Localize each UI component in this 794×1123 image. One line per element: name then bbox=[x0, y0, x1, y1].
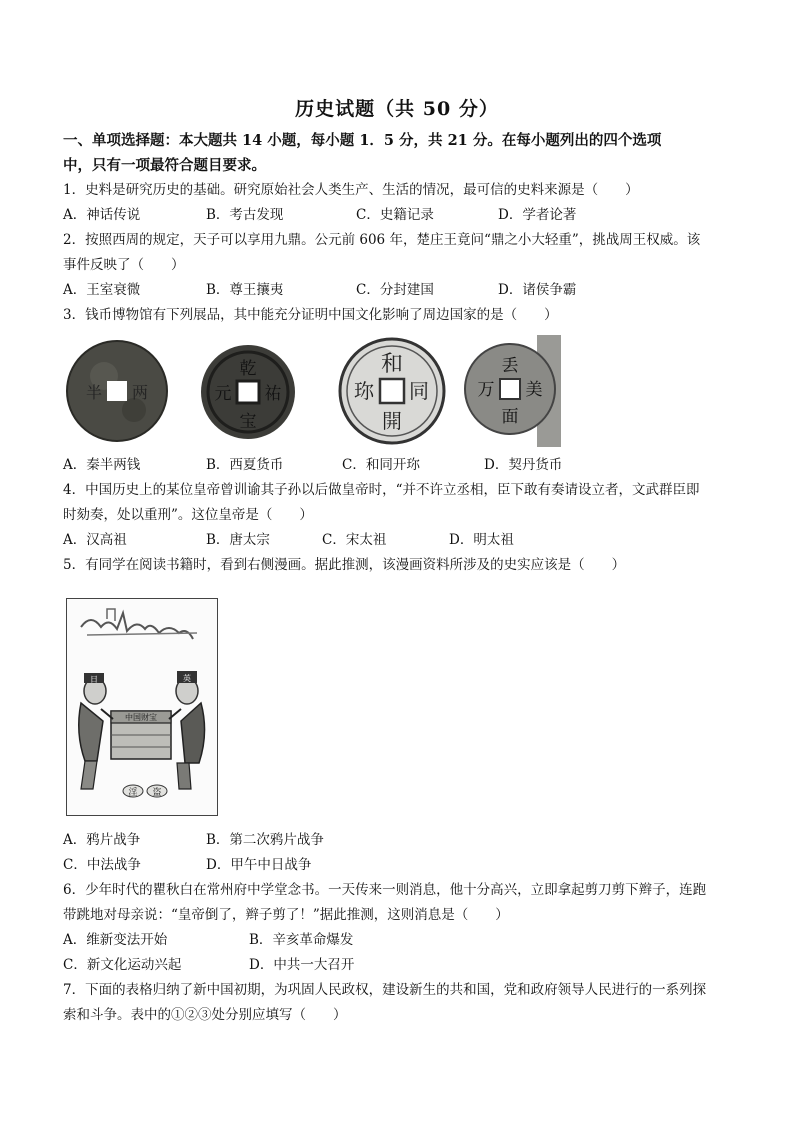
coin-c-bottom-char: 開 bbox=[382, 409, 402, 433]
svg-text:两: 两 bbox=[132, 383, 149, 402]
coin-xixia-image bbox=[199, 343, 297, 441]
cartoon-chest-label: 中国财宝 bbox=[125, 713, 157, 722]
q5-stem: 5．有同学在阅读书籍时，看到右侧漫画。据此推测，该漫画资料所涉及的史实应该是（ ） bbox=[63, 557, 626, 573]
q5-option-b: B．第二次鸦片战争 bbox=[206, 832, 324, 848]
q2-option-a: A．王室衰微 bbox=[63, 282, 141, 298]
q1-option-b: B．考古发现 bbox=[206, 207, 284, 223]
section-heading-line-2: 中，只有一项最符合题目要求。 bbox=[63, 157, 266, 174]
q4-option-b: B．唐太宗 bbox=[206, 532, 270, 548]
q5-option-c: C．中法战争 bbox=[63, 857, 141, 873]
q2-stem-line-1: 2．按照西周的规定，天子可以享用九鼎。公元前 606 年，楚庄王竟问“鼎之小大轻重”，挑战周王权威。该 bbox=[63, 232, 701, 248]
svg-text:半: 半 bbox=[86, 383, 103, 402]
page-title: 历史试题（共 50 分） bbox=[295, 98, 499, 120]
cartoon-left-hat-char: 日 bbox=[90, 675, 98, 684]
q1-option-d: D．学者论著 bbox=[498, 207, 577, 223]
coin-d-left-char: 万 bbox=[477, 380, 495, 400]
q1-option-a: A．神话传说 bbox=[63, 207, 141, 223]
q1-option-c: C．史籍记录 bbox=[356, 207, 434, 223]
coin-d-top-char: 丢 bbox=[501, 356, 519, 376]
coin-b-bottom-char: 宝 bbox=[239, 412, 257, 432]
coin-b-right-char: 祐 bbox=[264, 384, 282, 404]
q1-stem: 1．史料是研究历史的基础。研究原始社会人类生产、生活的情况，最可信的史料来源是（ ） bbox=[63, 182, 639, 198]
q3-stem: 3．钱币博物馆有下列展品，其中能充分证明中国文化影响了周边国家的是（ ） bbox=[63, 307, 558, 323]
q4-option-d: D．明太祖 bbox=[449, 532, 514, 548]
q6-stem-line-1: 6．少年时代的瞿秋白在常州府中学堂念书。一天传来一则消息，他十分高兴，立即拿起剪刀剪下辫子，连跑 bbox=[63, 882, 707, 898]
coin-d-bottom-char: 面 bbox=[501, 407, 519, 427]
q6-option-a: A．维新变法开始 bbox=[63, 932, 168, 948]
q5-option-d: D．甲午中日战争 bbox=[206, 857, 312, 873]
cartoon-right-hat-char: 英 bbox=[183, 674, 191, 683]
coin-c-right-char: 同 bbox=[409, 379, 429, 403]
coin-c-top-char: 和 bbox=[380, 352, 404, 377]
q2-option-c: C．分封建国 bbox=[356, 282, 434, 298]
coin-wadokaichin-image bbox=[337, 336, 447, 446]
cartoon-right-foot-char: 盗 bbox=[152, 788, 162, 798]
section-heading-line-1: 一、单项选择题：本大题共 14 小题，每小题 1．5 分，共 21 分。在每小题列出的四个选项 bbox=[63, 132, 662, 149]
coin-b-left-char: 元 bbox=[214, 384, 232, 404]
q7-stem-line-2: 索和斗争。表中的①②③处分别应填写（ ） bbox=[63, 1007, 347, 1023]
q2-stem-line-2: 事件反映了（ ） bbox=[63, 257, 185, 273]
q4-option-a: A．汉高祖 bbox=[63, 532, 127, 548]
coin-d-right-char: 美 bbox=[525, 380, 543, 400]
q6-stem-line-2: 带跳地对母亲说：“皇帝倒了，辫子剪了！”据此推测，这则消息是（ ） bbox=[63, 907, 509, 923]
q6-option-c: C．新文化运动兴起 bbox=[63, 957, 182, 973]
q6-option-d: D．中共一大召开 bbox=[249, 957, 355, 973]
q3-option-c: C．和同开珎 bbox=[342, 457, 420, 473]
coin-c-left-char: 珎 bbox=[354, 379, 374, 403]
q7-stem-line-1: 7．下面的表格归纳了新中国初期，为巩固人民政权，建设新生的共和国，党和政府领导人民进行的一系列探 bbox=[63, 982, 707, 998]
q5-option-a: A．鸦片战争 bbox=[63, 832, 141, 848]
q4-option-c: C．宋太祖 bbox=[322, 532, 387, 548]
q3-option-d: D．契丹货币 bbox=[484, 457, 563, 473]
q6-option-b: B．辛亥革命爆发 bbox=[249, 932, 354, 948]
q3-option-b: B．西夏货币 bbox=[206, 457, 284, 473]
coin-khitan-image bbox=[463, 335, 561, 447]
q4-stem-line-1: 4．中国历史上的某位皇帝曾训谕其子孙以后做皇帝时，“并不许立丞相，臣下敢有奏请设立者，文武群臣即 bbox=[63, 482, 700, 498]
q3-option-a: A．秦半两钱 bbox=[63, 457, 141, 473]
q4-stem-line-2: 时劾奏，处以重刑”。这位皇帝是（ ） bbox=[63, 507, 313, 523]
q2-option-b: B．尊王攘夷 bbox=[206, 282, 284, 298]
coin-b-top-char: 乾 bbox=[239, 359, 257, 379]
coin-qin-banliang-image bbox=[64, 338, 170, 444]
historical-cartoon-image bbox=[66, 598, 218, 816]
q2-option-d: D．诸侯争霸 bbox=[498, 282, 577, 298]
cartoon-left-foot-char: 淫 bbox=[128, 788, 138, 798]
